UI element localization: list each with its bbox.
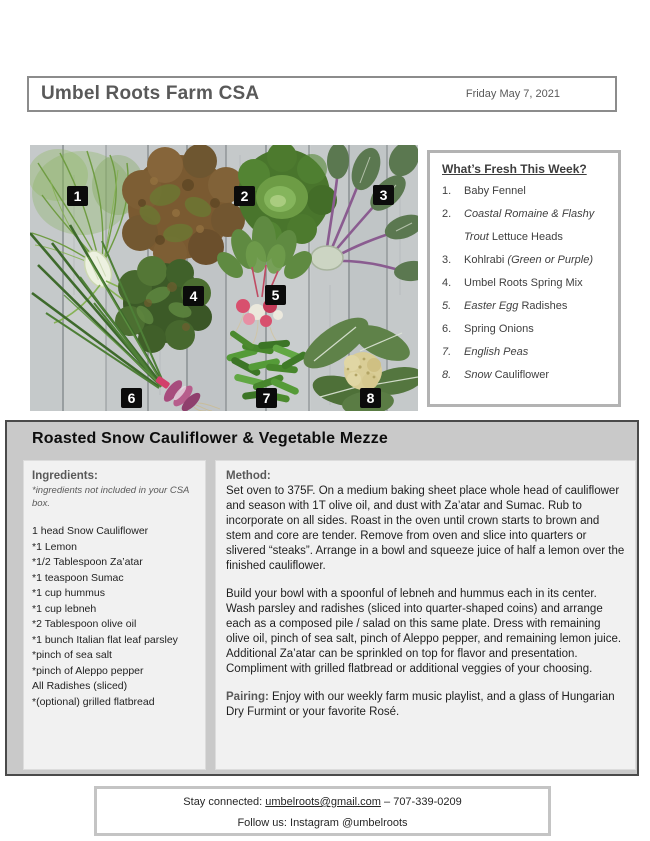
whats-fresh-heading: What’s Fresh This Week? — [442, 162, 587, 176]
fresh-list-item — [442, 364, 612, 387]
ingredients-note: *ingredients not included in your CSA box. — [32, 485, 190, 509]
fresh-item-label: Coastal Romaine & Flashy Trout Lettuce Heads — [464, 208, 595, 243]
stay-connected-label: Stay connected: — [183, 796, 266, 808]
method-heading: Method: — [226, 470, 271, 482]
photo-badge-4: 4 — [183, 286, 204, 306]
fresh-item-number: 2. — [442, 208, 452, 220]
photo-badge-5: 5 — [265, 285, 286, 305]
method-paragraphs — [226, 484, 625, 677]
ingredient-line: *pinch of Aleppo pepper — [32, 664, 144, 677]
fresh-list-item — [442, 295, 612, 318]
ingredient-line: *(optional) grilled flatbread — [32, 695, 155, 708]
photo-badge-7: 7 — [256, 388, 277, 408]
ingredient-line: *1 bunch Italian flat leaf parsley — [32, 633, 178, 646]
photo-badge-8: 8 — [360, 388, 381, 408]
photo-badge-2: 2 — [234, 186, 255, 206]
fresh-item-label: Easter Egg Radishes — [464, 300, 568, 312]
fresh-item-label: English Peas — [464, 346, 529, 358]
ingredient-line: *1 teaspoon Sumac — [32, 571, 124, 584]
method-box — [215, 460, 636, 770]
csa-box-photo — [30, 145, 418, 411]
fresh-item-number: 3. — [442, 254, 452, 266]
pairing-label: Pairing: — [226, 691, 269, 703]
fresh-list-item — [442, 341, 612, 364]
pairing-text: Enjoy with our weekly farm music playlist, and a glass of Hungarian Dry Furmint or your favorite Rosé. — [226, 691, 615, 718]
fresh-list-item — [442, 180, 612, 203]
fresh-item-number: 8. — [442, 369, 452, 381]
fresh-item-label: Snow Cauliflower — [464, 369, 549, 381]
fresh-item-number: 7. — [442, 346, 452, 358]
photo-badge-1: 1 — [67, 186, 88, 206]
method-paragraph: Build your bowl with a spoonful of lebneh and hummus each in its center. Wash parsley and radishes (sliced into quarter-shaped coins) and arrange each as a composed pile / salad on this same plate. Dress with remaining olive oil, pinch of sea salt, pinch of Aleppo pepper, and remaining lemon juice. Additional Za’atar can be sprinkled on top for flavor and presentation. Compliment with grilled flatbread or additional veggies of your choosing. — [226, 588, 622, 675]
fresh-list-item — [442, 249, 612, 272]
ingredient-line: *1 Lemon — [32, 540, 77, 553]
vegetables-photo-illustration — [30, 145, 418, 411]
ingredient-line: *2 Tablespoon olive oil — [32, 618, 137, 630]
header-box — [27, 76, 617, 112]
fresh-item-label: Umbel Roots Spring Mix — [464, 277, 583, 289]
footer-box — [94, 786, 551, 836]
ingredient-line: *pinch of sea salt — [32, 649, 112, 661]
fresh-item-label: Kohlrabi (Green or Purple) — [464, 254, 594, 266]
ingredients-list — [32, 524, 199, 710]
ingredient-line: All Radishes (sliced) — [32, 680, 128, 692]
page-title: Umbel Roots Farm CSA — [41, 83, 260, 104]
recipe-panel — [5, 420, 639, 776]
ingredients-box — [23, 460, 206, 770]
ingredients-heading: Ingredients: — [32, 470, 98, 482]
ingredient-line: 1 head Snow Cauliflower — [32, 525, 149, 537]
fresh-item-number: 1. — [442, 185, 452, 197]
fresh-item-number: 4. — [442, 277, 452, 289]
email-link[interactable]: umbelroots@gmail.com — [265, 796, 381, 808]
issue-date: Friday May 7, 2021 — [465, 88, 560, 100]
footer-contact-line — [97, 796, 548, 808]
fresh-list-item — [442, 203, 612, 249]
photo-badge-3: 3 — [373, 185, 394, 205]
ingredient-line: *1/2 Tablespoon Za’atar — [32, 556, 143, 568]
ingredient-line: *1 cup lebneh — [32, 602, 97, 615]
fresh-list-item — [442, 272, 612, 295]
fresh-item-number: 5. — [442, 300, 452, 312]
fresh-item-label: Baby Fennel — [464, 185, 526, 197]
fresh-list-item — [442, 318, 612, 341]
whats-fresh-list — [442, 180, 612, 387]
fresh-item-number: 6. — [442, 323, 452, 335]
whats-fresh-box — [427, 150, 621, 407]
ingredient-line: *1 cup hummus — [32, 587, 105, 599]
recipe-title: Roasted Snow Cauliflower & Vegetable Mezze — [32, 430, 389, 447]
method-paragraph: Set oven to 375F. On a medium baking sheet place whole head of cauliflower and season with 1T olive oil, and dust with Za’atar and Sumac. Rub to incorporate on all sides. Roast in the oven until crown starts to brown and stem and core are tender. Remove from oven and slice into quarters or slivered “steaks”. Arrange in a bowl and squeeze juice of half a lemon over the finished cauliflower. — [226, 485, 625, 572]
pairing-paragraph — [226, 690, 625, 720]
fresh-item-label: Spring Onions — [464, 323, 534, 335]
phone-number: – 707-339-0209 — [380, 796, 462, 808]
footer-social-line: Follow us: Instagram @umbelroots — [237, 817, 408, 829]
photo-badge-6: 6 — [121, 388, 142, 408]
